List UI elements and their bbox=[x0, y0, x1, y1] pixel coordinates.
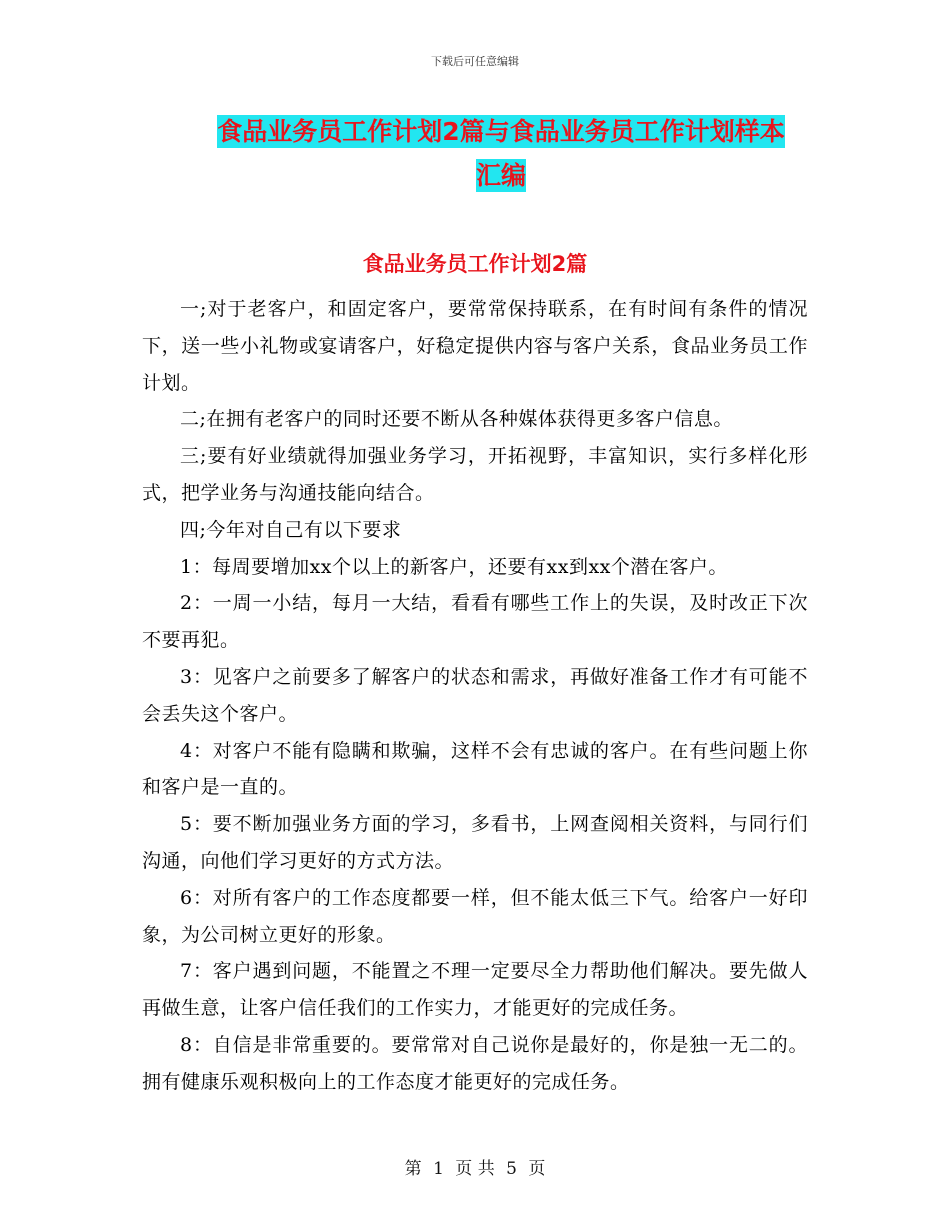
paragraph: 三;要有好业绩就得加强业务学习，开拓视野，丰富知识，实行多样化形式，把学业务与沟通技能向结合。 bbox=[142, 445, 808, 504]
paragraph: 1：每周要增加xx个以上的新客户，还要有xx到xx个潜在客户。 bbox=[180, 555, 728, 578]
page-footer bbox=[0, 1154, 950, 1179]
paragraph: 8：自信是非常重要的。要常常对自己说你是最好的，你是独一无二的。拥有健康乐观积极向上的工作态度才能更好的完成任务。 bbox=[142, 1033, 808, 1093]
document-body bbox=[142, 291, 808, 1101]
document-title bbox=[196, 110, 806, 198]
paragraph: 二;在拥有老客户的同时还要不断从各种媒体获得更多客户信息。 bbox=[180, 408, 733, 431]
document-title-line-1: 食品业务员工作计划2篇与食品业务员工作计划样本 bbox=[217, 117, 785, 146]
section-title: 食品业务员工作计划2篇 bbox=[362, 252, 588, 276]
document-title-line-2: 汇编 bbox=[475, 161, 526, 190]
footer-total-pages: 5 bbox=[506, 1159, 517, 1179]
paragraph: 3：见客户之前要多了解客户的状态和需求，再做好准备工作才有可能不会丢失这个客户。 bbox=[142, 665, 808, 725]
paragraph: 一;对于老客户，和固定客户，要常常保持联系，在有时间有条件的情况下，送一些小礼物或宴请客户，好稳定提供内容与客户关系，食品业务员工作计划。 bbox=[142, 298, 808, 394]
paragraph: 2：一周一小结，每月一大结，看看有哪些工作上的失误，及时改正下次不要再犯。 bbox=[142, 592, 808, 652]
paragraph: 5：要不断加强业务方面的学习，多看书，上网查阅相关资料，与同行们沟通，向他们学习更好的方式方法。 bbox=[142, 813, 808, 872]
footer-suffix: 页 bbox=[528, 1159, 546, 1179]
footer-page-number: 1 bbox=[433, 1159, 444, 1179]
paragraph: 4：对客户不能有隐瞒和欺骗，这样不会有忠诚的客户。在有些问题上你和客户是一直的。 bbox=[142, 739, 808, 799]
footer-middle: 页 共 bbox=[455, 1159, 495, 1179]
paragraph: 四;今年对自己有以下要求 bbox=[180, 518, 402, 541]
paragraph: 7：客户遇到问题，不能置之不理一定要尽全力帮助他们解决。要先做人再做生意，让客户信任我们的工作实力，才能更好的完成任务。 bbox=[142, 960, 808, 1020]
footer-prefix: 第 bbox=[404, 1159, 422, 1179]
paragraph: 6：对所有客户的工作态度都要一样，但不能太低三下气。给客户一好印象，为公司树立更好的形象。 bbox=[142, 886, 808, 946]
header-note: 下载后可任意编辑 bbox=[431, 55, 519, 68]
